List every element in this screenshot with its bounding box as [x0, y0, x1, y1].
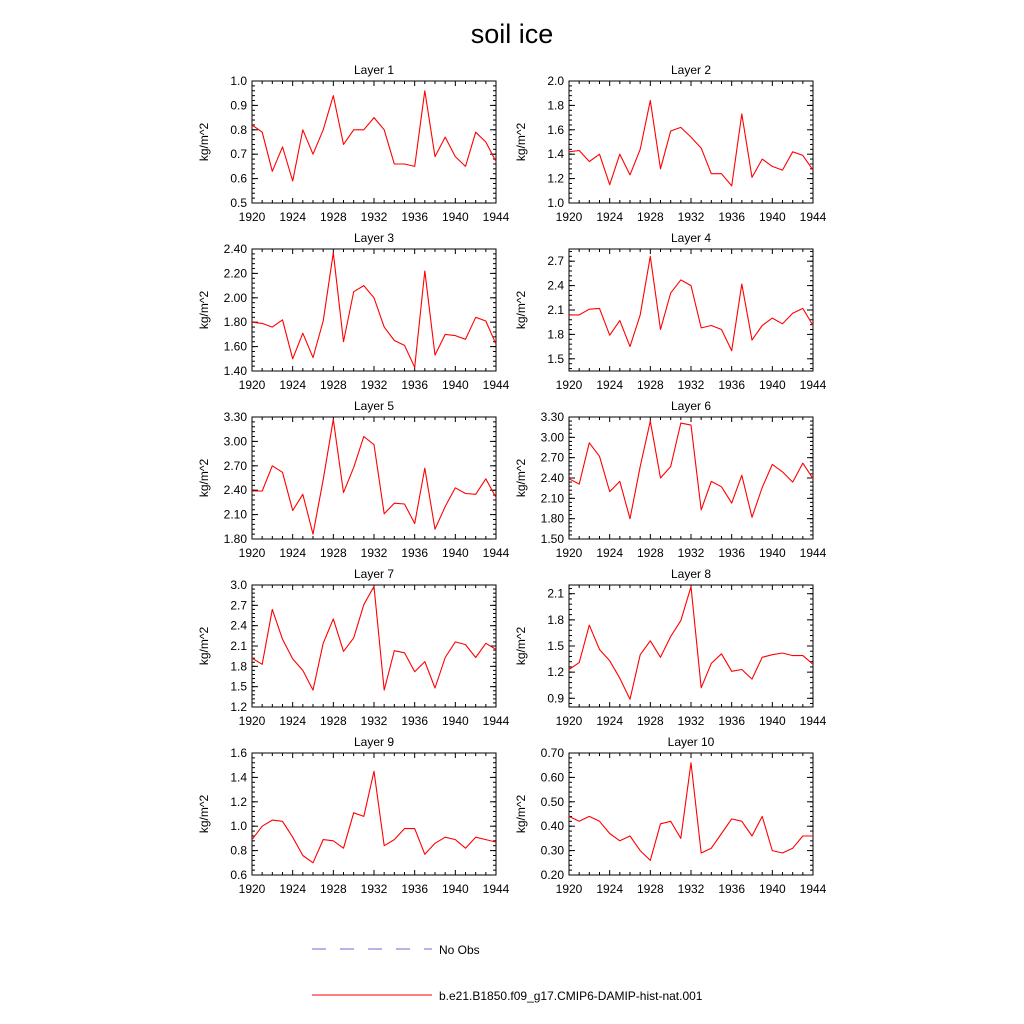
x-tick-label: 1928	[636, 378, 664, 392]
x-tick-label: 1920	[555, 714, 583, 728]
x-tick-label: 1944	[482, 546, 510, 560]
y-tick-label: 2.7	[547, 254, 564, 269]
x-tick-label: 1932	[360, 546, 388, 560]
x-tick-label: 1924	[596, 714, 624, 728]
x-tick-label: 1940	[758, 714, 786, 728]
y-tick-label: 0.9	[547, 691, 564, 706]
x-tick-label: 1924	[279, 714, 307, 728]
x-tick-label: 1944	[799, 210, 827, 224]
y-tick-label: 0.5	[230, 196, 247, 210]
y-tick-label: 2.0	[547, 74, 564, 88]
y-tick-label: 0.70	[540, 746, 564, 760]
y-tick-label: 2.40	[540, 471, 564, 485]
y-tick-label: 1.40	[223, 364, 247, 378]
x-tick-label: 1936	[718, 546, 746, 560]
y-axis-label: kg/m^2	[514, 794, 528, 834]
panel-title: Layer 8	[670, 567, 712, 581]
y-tick-label: 3.00	[223, 434, 247, 449]
x-tick-label: 1940	[441, 714, 469, 728]
y-tick-label: 0.7	[230, 147, 247, 162]
x-tick-label: 1940	[758, 546, 786, 560]
y-tick-label: 2.70	[540, 450, 564, 465]
y-tick-label: 0.6	[230, 868, 247, 882]
y-tick-label: 1.8	[230, 659, 247, 674]
x-tick-label: 1928	[319, 882, 347, 896]
main-title: soil ice	[470, 19, 554, 49]
x-tick-label: 1944	[799, 714, 827, 728]
x-tick-label: 1920	[555, 210, 583, 224]
x-tick-label: 1936	[718, 378, 746, 392]
y-tick-label: 0.6	[230, 171, 247, 186]
x-tick-label: 1928	[636, 882, 664, 896]
y-axis-label: kg/m^2	[197, 626, 211, 666]
y-tick-label: 1.4	[230, 770, 247, 785]
y-tick-label: 1.6	[230, 746, 247, 760]
panel-title: Layer 2	[670, 63, 712, 77]
x-tick-label: 1944	[482, 714, 510, 728]
y-axis-label: kg/m^2	[197, 290, 211, 330]
y-tick-label: 1.80	[223, 532, 247, 546]
x-tick-label: 1928	[319, 378, 347, 392]
x-tick-label: 1936	[401, 714, 429, 728]
x-tick-label: 1924	[279, 378, 307, 392]
x-tick-label: 1940	[441, 546, 469, 560]
y-tick-label: 0.40	[540, 819, 564, 834]
x-tick-label: 1932	[360, 714, 388, 728]
panel-title: Layer 10	[667, 735, 715, 749]
y-tick-label: 1.8	[547, 612, 564, 627]
y-tick-label: 2.1	[547, 303, 564, 317]
x-tick-label: 1932	[360, 210, 388, 224]
y-tick-label: 0.20	[540, 868, 564, 882]
y-tick-label: 1.60	[223, 339, 247, 354]
y-tick-label: 0.50	[540, 794, 564, 809]
y-tick-label: 2.40	[223, 483, 247, 498]
y-tick-label: 1.6	[547, 122, 564, 137]
y-tick-label: 1.2	[547, 665, 564, 680]
x-tick-label: 1920	[555, 882, 583, 896]
x-tick-label: 1924	[596, 210, 624, 224]
y-tick-label: 0.60	[540, 770, 564, 785]
y-tick-label: 1.5	[547, 639, 564, 653]
panel-title: Layer 9	[353, 735, 395, 749]
x-tick-label: 1944	[482, 210, 510, 224]
x-tick-label: 1944	[482, 378, 510, 392]
x-tick-label: 1924	[279, 210, 307, 224]
y-tick-label: 1.0	[547, 196, 564, 210]
x-tick-label: 1944	[799, 378, 827, 392]
y-tick-label: 2.00	[223, 290, 247, 305]
y-axis-label: kg/m^2	[197, 794, 211, 834]
x-tick-label: 1940	[441, 210, 469, 224]
y-axis-label: kg/m^2	[514, 626, 528, 666]
x-tick-label: 1928	[319, 210, 347, 224]
y-axis-label: kg/m^2	[514, 290, 528, 330]
x-tick-label: 1928	[636, 714, 664, 728]
legend-label-no-obs: No Obs	[439, 943, 480, 957]
panel-title: Layer 1	[353, 63, 395, 77]
panel-title: Layer 6	[670, 399, 712, 413]
x-tick-label: 1924	[596, 378, 624, 392]
y-tick-label: 0.8	[230, 122, 247, 137]
x-tick-label: 1924	[279, 882, 307, 896]
y-tick-label: 2.40	[223, 242, 247, 256]
y-tick-label: 0.30	[540, 843, 564, 858]
x-tick-label: 1932	[360, 882, 388, 896]
y-tick-label: 2.1	[547, 586, 564, 601]
x-tick-label: 1940	[758, 882, 786, 896]
y-axis-label: kg/m^2	[514, 458, 528, 498]
y-tick-label: 1.2	[230, 700, 247, 714]
x-tick-label: 1936	[401, 882, 429, 896]
x-tick-label: 1932	[360, 378, 388, 392]
x-tick-label: 1936	[401, 210, 429, 224]
x-tick-label: 1940	[441, 882, 469, 896]
panel-title: Layer 4	[670, 231, 712, 245]
y-tick-label: 3.30	[540, 410, 564, 424]
y-tick-label: 1.0	[230, 819, 247, 834]
x-tick-label: 1920	[238, 378, 266, 392]
x-tick-label: 1936	[718, 882, 746, 896]
y-tick-label: 1.2	[547, 171, 564, 186]
x-tick-label: 1940	[441, 378, 469, 392]
y-axis-label: kg/m^2	[197, 458, 211, 498]
y-axis-label: kg/m^2	[197, 122, 211, 162]
x-tick-label: 1920	[238, 546, 266, 560]
x-tick-label: 1936	[718, 714, 746, 728]
y-tick-label: 1.4	[547, 147, 564, 162]
y-tick-label: 1.8	[547, 327, 564, 342]
x-tick-label: 1924	[596, 882, 624, 896]
x-tick-label: 1940	[758, 210, 786, 224]
y-tick-label: 2.70	[223, 458, 247, 473]
y-tick-label: 2.10	[223, 507, 247, 522]
y-tick-label: 1.0	[230, 74, 247, 88]
x-tick-label: 1932	[677, 210, 705, 224]
legend-label-model-run: b.e21.B1850.f09_g17.CMIP6-DAMIP-hist-nat.001	[439, 989, 703, 1003]
panel-title: Layer 5	[353, 399, 395, 413]
y-tick-label: 2.4	[230, 618, 247, 633]
x-tick-label: 1936	[401, 378, 429, 392]
x-tick-label: 1932	[677, 546, 705, 560]
y-tick-label: 2.10	[540, 491, 564, 506]
y-tick-label: 0.9	[230, 98, 247, 113]
x-tick-label: 1924	[596, 546, 624, 560]
x-tick-label: 1932	[677, 882, 705, 896]
x-tick-label: 1920	[555, 378, 583, 392]
x-tick-label: 1940	[758, 378, 786, 392]
y-tick-label: 1.80	[540, 511, 564, 526]
x-tick-label: 1924	[279, 546, 307, 560]
x-tick-label: 1928	[319, 714, 347, 728]
y-tick-label: 0.8	[230, 843, 247, 858]
y-tick-label: 1.50	[540, 532, 564, 546]
x-tick-label: 1928	[319, 546, 347, 560]
y-tick-label: 2.20	[223, 266, 247, 281]
y-tick-label: 3.00	[540, 430, 564, 445]
x-tick-label: 1920	[238, 714, 266, 728]
y-tick-label: 3.30	[223, 410, 247, 424]
x-tick-label: 1936	[718, 210, 746, 224]
x-tick-label: 1920	[238, 882, 266, 896]
panel-title: Layer 3	[353, 231, 395, 245]
y-tick-label: 2.7	[230, 598, 247, 613]
x-tick-label: 1944	[799, 882, 827, 896]
y-tick-label: 3.0	[230, 578, 247, 592]
x-tick-label: 1932	[677, 714, 705, 728]
x-tick-label: 1920	[555, 546, 583, 560]
y-tick-label: 1.2	[230, 794, 247, 809]
panel-title: Layer 7	[353, 567, 395, 581]
y-tick-label: 2.1	[230, 639, 247, 653]
y-tick-label: 1.8	[547, 98, 564, 113]
y-tick-label: 2.4	[547, 278, 564, 293]
y-tick-label: 1.5	[230, 679, 247, 694]
x-tick-label: 1932	[677, 378, 705, 392]
y-tick-label: 1.80	[223, 315, 247, 330]
x-tick-label: 1944	[799, 546, 827, 560]
x-tick-label: 1928	[636, 546, 664, 560]
x-tick-label: 1944	[482, 882, 510, 896]
x-tick-label: 1928	[636, 210, 664, 224]
y-axis-label: kg/m^2	[514, 122, 528, 162]
x-tick-label: 1920	[238, 210, 266, 224]
x-tick-label: 1936	[401, 546, 429, 560]
y-tick-label: 1.5	[547, 351, 564, 366]
